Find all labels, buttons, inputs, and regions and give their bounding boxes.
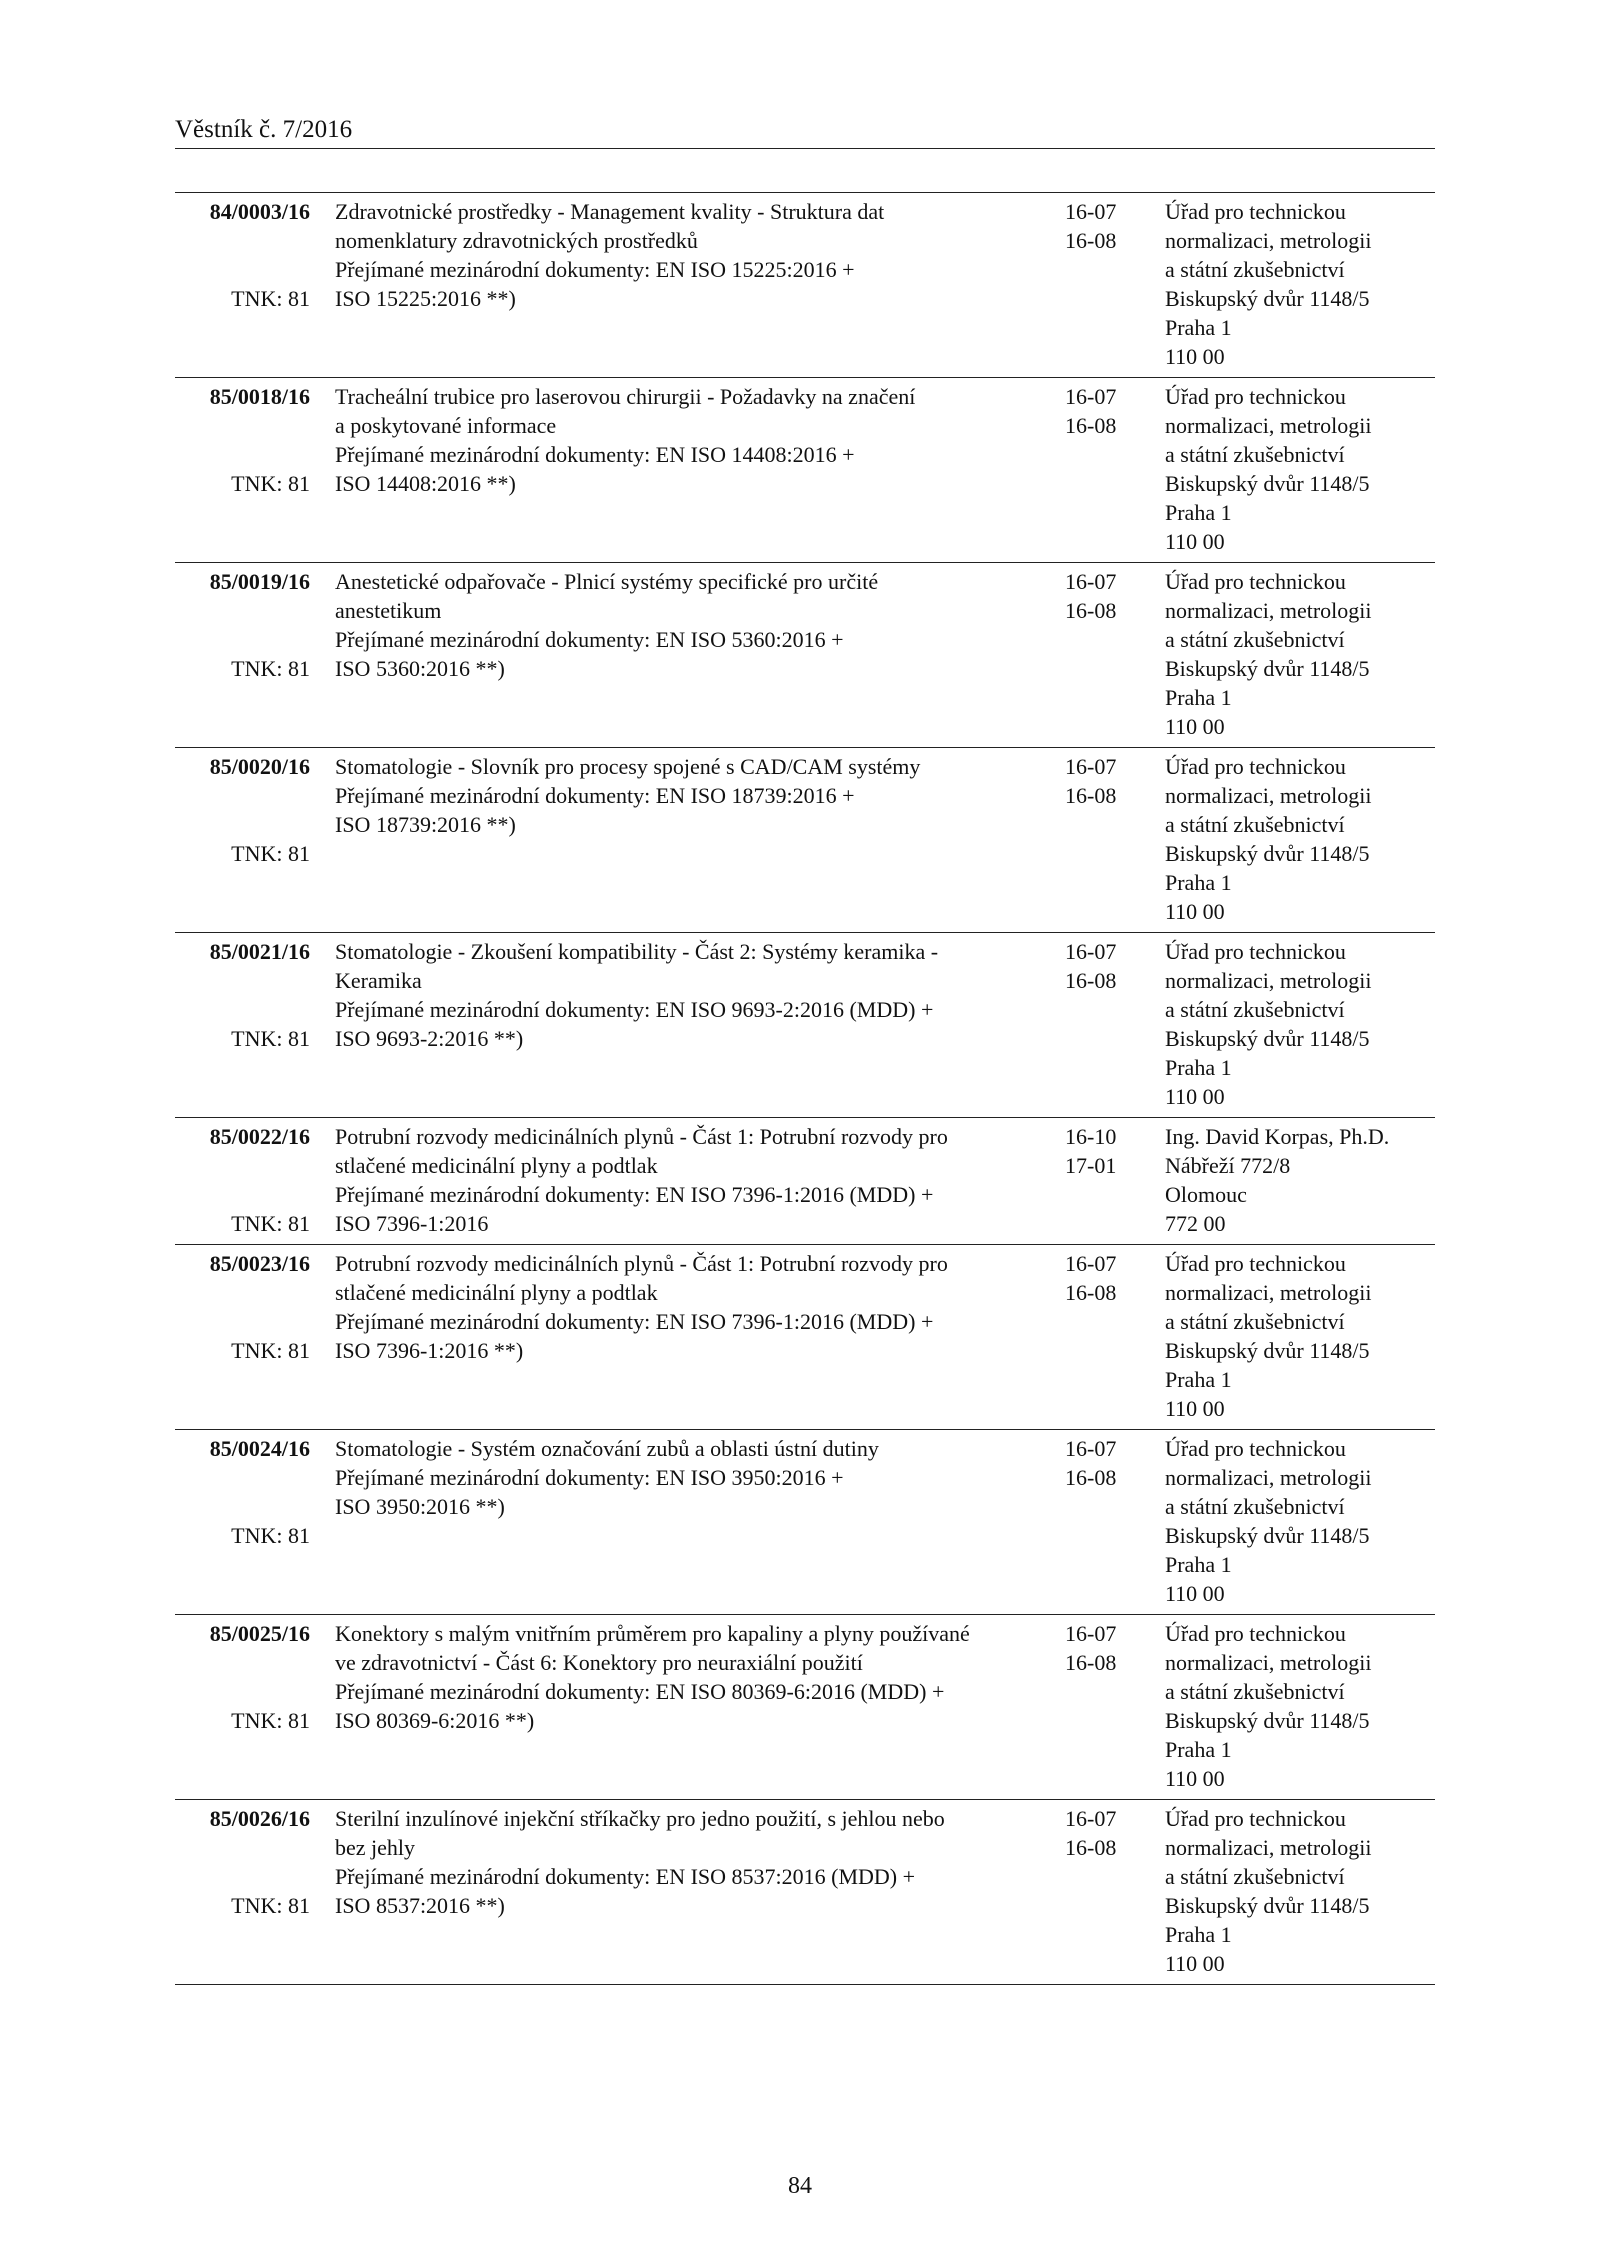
title-line: Potrubní rozvody medicinálních plynů - Část 1: Potrubní rozvody pro bbox=[335, 1251, 948, 1276]
title-line: Přejímané mezinárodní dokumenty: EN ISO 8537:2016 (MDD) + bbox=[335, 1864, 916, 1889]
title-line: Konektory s malým vnitřním průměrem pro kapaliny a plyny používané bbox=[335, 1621, 970, 1646]
table-row bbox=[175, 193, 1435, 377]
date-value: 16-07 bbox=[1065, 1251, 1117, 1276]
contact-line: 110 00 bbox=[1165, 1396, 1225, 1421]
row-id-cell bbox=[175, 1122, 310, 1238]
standard-title-cell bbox=[335, 1122, 1035, 1238]
date-value: 16-08 bbox=[1065, 1650, 1117, 1675]
dates-cell bbox=[1065, 1434, 1155, 1492]
contact-line: normalizaci, metrologii bbox=[1165, 1650, 1372, 1675]
contact-cell bbox=[1165, 1804, 1435, 1978]
contact-line: 110 00 bbox=[1165, 1951, 1225, 1976]
row-id-cell bbox=[175, 1434, 310, 1550]
contact-line: Úřad pro technickou bbox=[1165, 1621, 1346, 1646]
standard-number: 85/0025/16 bbox=[209, 1621, 310, 1646]
contact-cell bbox=[1165, 752, 1435, 926]
date-value: 16-08 bbox=[1065, 1835, 1117, 1860]
title-line: ve zdravotnictví - Část 6: Konektory pro neuraxiální použití bbox=[335, 1650, 863, 1675]
contact-cell bbox=[1165, 1122, 1435, 1238]
contact-line: Úřad pro technickou bbox=[1165, 1806, 1346, 1831]
contact-line: normalizaci, metrologii bbox=[1165, 1465, 1372, 1490]
title-line: Přejímané mezinárodní dokumenty: EN ISO 9693-2:2016 (MDD) + bbox=[335, 997, 934, 1022]
contact-line: Olomouc bbox=[1165, 1182, 1247, 1207]
date-value: 16-07 bbox=[1065, 939, 1117, 964]
contact-cell bbox=[1165, 197, 1435, 371]
contact-line: 110 00 bbox=[1165, 899, 1225, 924]
dates-cell bbox=[1065, 937, 1155, 995]
standard-title-cell bbox=[335, 1619, 1035, 1735]
contact-line: Úřad pro technickou bbox=[1165, 1251, 1346, 1276]
contact-line: 110 00 bbox=[1165, 1766, 1225, 1791]
tnk-label: TNK: 81 bbox=[231, 471, 310, 496]
title-line: Přejímané mezinárodní dokumenty: EN ISO 5360:2016 + bbox=[335, 627, 844, 652]
title-line: stlačené medicinální plyny a podtlak bbox=[335, 1280, 658, 1305]
contact-line: Praha 1 bbox=[1165, 1922, 1232, 1947]
contact-line: Úřad pro technickou bbox=[1165, 384, 1346, 409]
contact-cell bbox=[1165, 1619, 1435, 1793]
contact-line: Úřad pro technickou bbox=[1165, 939, 1346, 964]
contact-line: normalizaci, metrologii bbox=[1165, 968, 1372, 993]
bulletin-title: Věstník č. 7/2016 bbox=[175, 116, 353, 143]
title-line: bez jehly bbox=[335, 1835, 416, 1860]
contact-line: Praha 1 bbox=[1165, 1737, 1232, 1762]
standard-title-cell bbox=[335, 1804, 1035, 1920]
date-value: 16-08 bbox=[1065, 413, 1117, 438]
contact-line: Praha 1 bbox=[1165, 315, 1232, 340]
dates-cell bbox=[1065, 1249, 1155, 1307]
contact-line: Biskupský dvůr 1148/5 bbox=[1165, 286, 1370, 311]
title-line: ISO 15225:2016 **) bbox=[335, 286, 516, 311]
date-value: 16-07 bbox=[1065, 754, 1117, 779]
dates-cell bbox=[1065, 752, 1155, 810]
title-line: Přejímané mezinárodní dokumenty: EN ISO 7396-1:2016 (MDD) + bbox=[335, 1182, 934, 1207]
title-line: Anestetické odpařovače - Plnicí systémy specifické pro určité bbox=[335, 569, 879, 594]
contact-line: Biskupský dvůr 1148/5 bbox=[1165, 1893, 1370, 1918]
tnk-label: TNK: 81 bbox=[231, 1893, 310, 1918]
title-line: nomenklatury zdravotnických prostředků bbox=[335, 228, 698, 253]
tnk-label: TNK: 81 bbox=[231, 841, 310, 866]
table-row bbox=[175, 1799, 1435, 1984]
contact-line: normalizaci, metrologii bbox=[1165, 413, 1372, 438]
contact-line: 772 00 bbox=[1165, 1211, 1226, 1236]
title-line: Potrubní rozvody medicinálních plynů - Část 1: Potrubní rozvody pro bbox=[335, 1124, 948, 1149]
row-id-cell bbox=[175, 1804, 310, 1920]
contact-line: 110 00 bbox=[1165, 344, 1225, 369]
date-value: 16-07 bbox=[1065, 384, 1117, 409]
table-row bbox=[175, 1117, 1435, 1244]
contact-cell bbox=[1165, 937, 1435, 1111]
standard-number: 85/0026/16 bbox=[209, 1806, 310, 1831]
title-line: Přejímané mezinárodní dokumenty: EN ISO 3950:2016 + bbox=[335, 1465, 844, 1490]
row-id-cell bbox=[175, 1619, 310, 1735]
contact-line: 110 00 bbox=[1165, 1581, 1225, 1606]
row-id-cell bbox=[175, 197, 310, 313]
contact-line: Praha 1 bbox=[1165, 685, 1232, 710]
row-id-cell bbox=[175, 937, 310, 1053]
title-line: Tracheální trubice pro laserovou chirurgii - Požadavky na značení bbox=[335, 384, 916, 409]
contact-line: 110 00 bbox=[1165, 1084, 1225, 1109]
standard-title-cell bbox=[335, 382, 1035, 498]
dates-cell bbox=[1065, 197, 1155, 255]
title-line: ISO 14408:2016 **) bbox=[335, 471, 516, 496]
title-line: Keramika bbox=[335, 968, 422, 993]
title-line: ISO 18739:2016 **) bbox=[335, 812, 516, 837]
title-line: Stomatologie - Slovník pro procesy spojené s CAD/CAM systémy bbox=[335, 754, 921, 779]
contact-line: normalizaci, metrologii bbox=[1165, 1835, 1372, 1860]
date-value: 16-08 bbox=[1065, 968, 1117, 993]
tnk-label: TNK: 81 bbox=[231, 1708, 310, 1733]
date-value: 16-08 bbox=[1065, 228, 1117, 253]
contact-line: Biskupský dvůr 1148/5 bbox=[1165, 1026, 1370, 1051]
date-value: 16-07 bbox=[1065, 569, 1117, 594]
contact-cell bbox=[1165, 567, 1435, 741]
tnk-label: TNK: 81 bbox=[231, 286, 310, 311]
title-line: Přejímané mezinárodní dokumenty: EN ISO 18739:2016 + bbox=[335, 783, 855, 808]
standard-title-cell bbox=[335, 1249, 1035, 1365]
title-line: a poskytované informace bbox=[335, 413, 557, 438]
standard-title-cell bbox=[335, 1434, 1035, 1521]
contact-line: normalizaci, metrologii bbox=[1165, 1280, 1372, 1305]
contact-line: a státní zkušebnictví bbox=[1165, 997, 1345, 1022]
contact-line: normalizaci, metrologii bbox=[1165, 598, 1372, 623]
date-value: 17-01 bbox=[1065, 1153, 1117, 1178]
title-line: ISO 5360:2016 **) bbox=[335, 656, 505, 681]
dates-cell bbox=[1065, 567, 1155, 625]
contact-line: Úřad pro technickou bbox=[1165, 754, 1346, 779]
title-line: stlačené medicinální plyny a podtlak bbox=[335, 1153, 658, 1178]
contact-line: a státní zkušebnictví bbox=[1165, 1679, 1345, 1704]
contact-line: a státní zkušebnictví bbox=[1165, 627, 1345, 652]
date-value: 16-08 bbox=[1065, 1280, 1117, 1305]
date-value: 16-07 bbox=[1065, 1621, 1117, 1646]
title-line: Sterilní inzulínové injekční stříkačky pro jedno použití, s jehlou nebo bbox=[335, 1806, 945, 1831]
title-line: Zdravotnické prostředky - Management kvality - Struktura dat bbox=[335, 199, 885, 224]
title-line: ISO 8537:2016 **) bbox=[335, 1893, 505, 1918]
contact-line: Biskupský dvůr 1148/5 bbox=[1165, 1523, 1370, 1548]
title-line: Přejímané mezinárodní dokumenty: EN ISO 15225:2016 + bbox=[335, 257, 855, 282]
title-line: ISO 3950:2016 **) bbox=[335, 1494, 505, 1519]
contact-line: a státní zkušebnictví bbox=[1165, 1864, 1345, 1889]
contact-line: Biskupský dvůr 1148/5 bbox=[1165, 656, 1370, 681]
standard-number: 85/0018/16 bbox=[209, 384, 310, 409]
contact-line: normalizaci, metrologii bbox=[1165, 228, 1372, 253]
title-line: ISO 80369-6:2016 **) bbox=[335, 1708, 535, 1733]
date-value: 16-08 bbox=[1065, 783, 1117, 808]
dates-cell bbox=[1065, 1122, 1155, 1180]
date-value: 16-08 bbox=[1065, 1465, 1117, 1490]
tnk-label: TNK: 81 bbox=[231, 1211, 310, 1236]
standard-title-cell bbox=[335, 937, 1035, 1053]
contact-line: Biskupský dvůr 1148/5 bbox=[1165, 841, 1370, 866]
tnk-label: TNK: 81 bbox=[231, 1338, 310, 1363]
date-value: 16-07 bbox=[1065, 199, 1117, 224]
contact-line: Úřad pro technickou bbox=[1165, 199, 1346, 224]
title-line: Stomatologie - Zkoušení kompatibility - Část 2: Systémy keramika - bbox=[335, 939, 939, 964]
title-line: ISO 7396-1:2016 bbox=[335, 1211, 489, 1236]
standard-number: 84/0003/16 bbox=[209, 199, 310, 224]
dates-cell bbox=[1065, 382, 1155, 440]
contact-line: Biskupský dvůr 1148/5 bbox=[1165, 471, 1370, 496]
contact-line: Biskupský dvůr 1148/5 bbox=[1165, 1708, 1370, 1733]
title-line: Přejímané mezinárodní dokumenty: EN ISO 14408:2016 + bbox=[335, 442, 855, 467]
contact-line: a státní zkušebnictví bbox=[1165, 257, 1345, 282]
standard-number: 85/0019/16 bbox=[209, 569, 310, 594]
tnk-label: TNK: 81 bbox=[231, 656, 310, 681]
contact-line: Nábřeží 772/8 bbox=[1165, 1153, 1291, 1178]
dates-cell bbox=[1065, 1619, 1155, 1677]
table-row bbox=[175, 377, 1435, 562]
row-id-cell bbox=[175, 567, 310, 683]
standard-title-cell bbox=[335, 197, 1035, 313]
contact-line: Praha 1 bbox=[1165, 1552, 1232, 1577]
tnk-label: TNK: 81 bbox=[231, 1523, 310, 1548]
table-row bbox=[175, 562, 1435, 747]
title-line: Přejímané mezinárodní dokumenty: EN ISO 80369-6:2016 (MDD) + bbox=[335, 1679, 945, 1704]
table-row bbox=[175, 932, 1435, 1117]
date-value: 16-07 bbox=[1065, 1806, 1117, 1831]
standard-number: 85/0024/16 bbox=[209, 1436, 310, 1461]
contact-cell bbox=[1165, 1434, 1435, 1608]
table-row bbox=[175, 747, 1435, 932]
row-id-cell bbox=[175, 382, 310, 498]
title-line: ISO 7396-1:2016 **) bbox=[335, 1338, 524, 1363]
page-number: 84 bbox=[788, 2173, 812, 2199]
title-line: Přejímané mezinárodní dokumenty: EN ISO 7396-1:2016 (MDD) + bbox=[335, 1309, 934, 1334]
table-row bbox=[175, 1429, 1435, 1614]
date-value: 16-08 bbox=[1065, 598, 1117, 623]
contact-line: Praha 1 bbox=[1165, 1055, 1232, 1080]
contact-line: Praha 1 bbox=[1165, 870, 1232, 895]
title-line: ISO 9693-2:2016 **) bbox=[335, 1026, 524, 1051]
contact-line: Úřad pro technickou bbox=[1165, 569, 1346, 594]
table-row bbox=[175, 1244, 1435, 1429]
contact-line: Ing. David Korpas, Ph.D. bbox=[1165, 1124, 1390, 1149]
contact-cell bbox=[1165, 1249, 1435, 1423]
tnk-label: TNK: 81 bbox=[231, 1026, 310, 1051]
contact-line: Praha 1 bbox=[1165, 500, 1232, 525]
page-header bbox=[175, 112, 1435, 149]
contact-cell bbox=[1165, 382, 1435, 556]
table-row bbox=[175, 1614, 1435, 1799]
date-value: 16-10 bbox=[1065, 1124, 1117, 1149]
standard-number: 85/0021/16 bbox=[209, 939, 310, 964]
contact-line: a státní zkušebnictví bbox=[1165, 1309, 1345, 1334]
contact-line: Praha 1 bbox=[1165, 1367, 1232, 1392]
contact-line: a státní zkušebnictví bbox=[1165, 812, 1345, 837]
standard-title-cell bbox=[335, 752, 1035, 839]
standard-title-cell bbox=[335, 567, 1035, 683]
contact-line: 110 00 bbox=[1165, 714, 1225, 739]
title-line: anestetikum bbox=[335, 598, 442, 623]
standard-number: 85/0023/16 bbox=[209, 1251, 310, 1276]
row-id-cell bbox=[175, 1249, 310, 1365]
contact-line: a státní zkušebnictví bbox=[1165, 1494, 1345, 1519]
contact-line: a státní zkušebnictví bbox=[1165, 442, 1345, 467]
standards-table bbox=[175, 192, 1435, 1985]
date-value: 16-07 bbox=[1065, 1436, 1117, 1461]
title-line: Stomatologie - Systém označování zubů a oblasti ústní dutiny bbox=[335, 1436, 879, 1461]
contact-line: normalizaci, metrologii bbox=[1165, 783, 1372, 808]
contact-line: Biskupský dvůr 1148/5 bbox=[1165, 1338, 1370, 1363]
contact-line: 110 00 bbox=[1165, 529, 1225, 554]
standard-number: 85/0020/16 bbox=[209, 754, 310, 779]
standard-number: 85/0022/16 bbox=[209, 1124, 310, 1149]
row-id-cell bbox=[175, 752, 310, 868]
dates-cell bbox=[1065, 1804, 1155, 1862]
contact-line: Úřad pro technickou bbox=[1165, 1436, 1346, 1461]
